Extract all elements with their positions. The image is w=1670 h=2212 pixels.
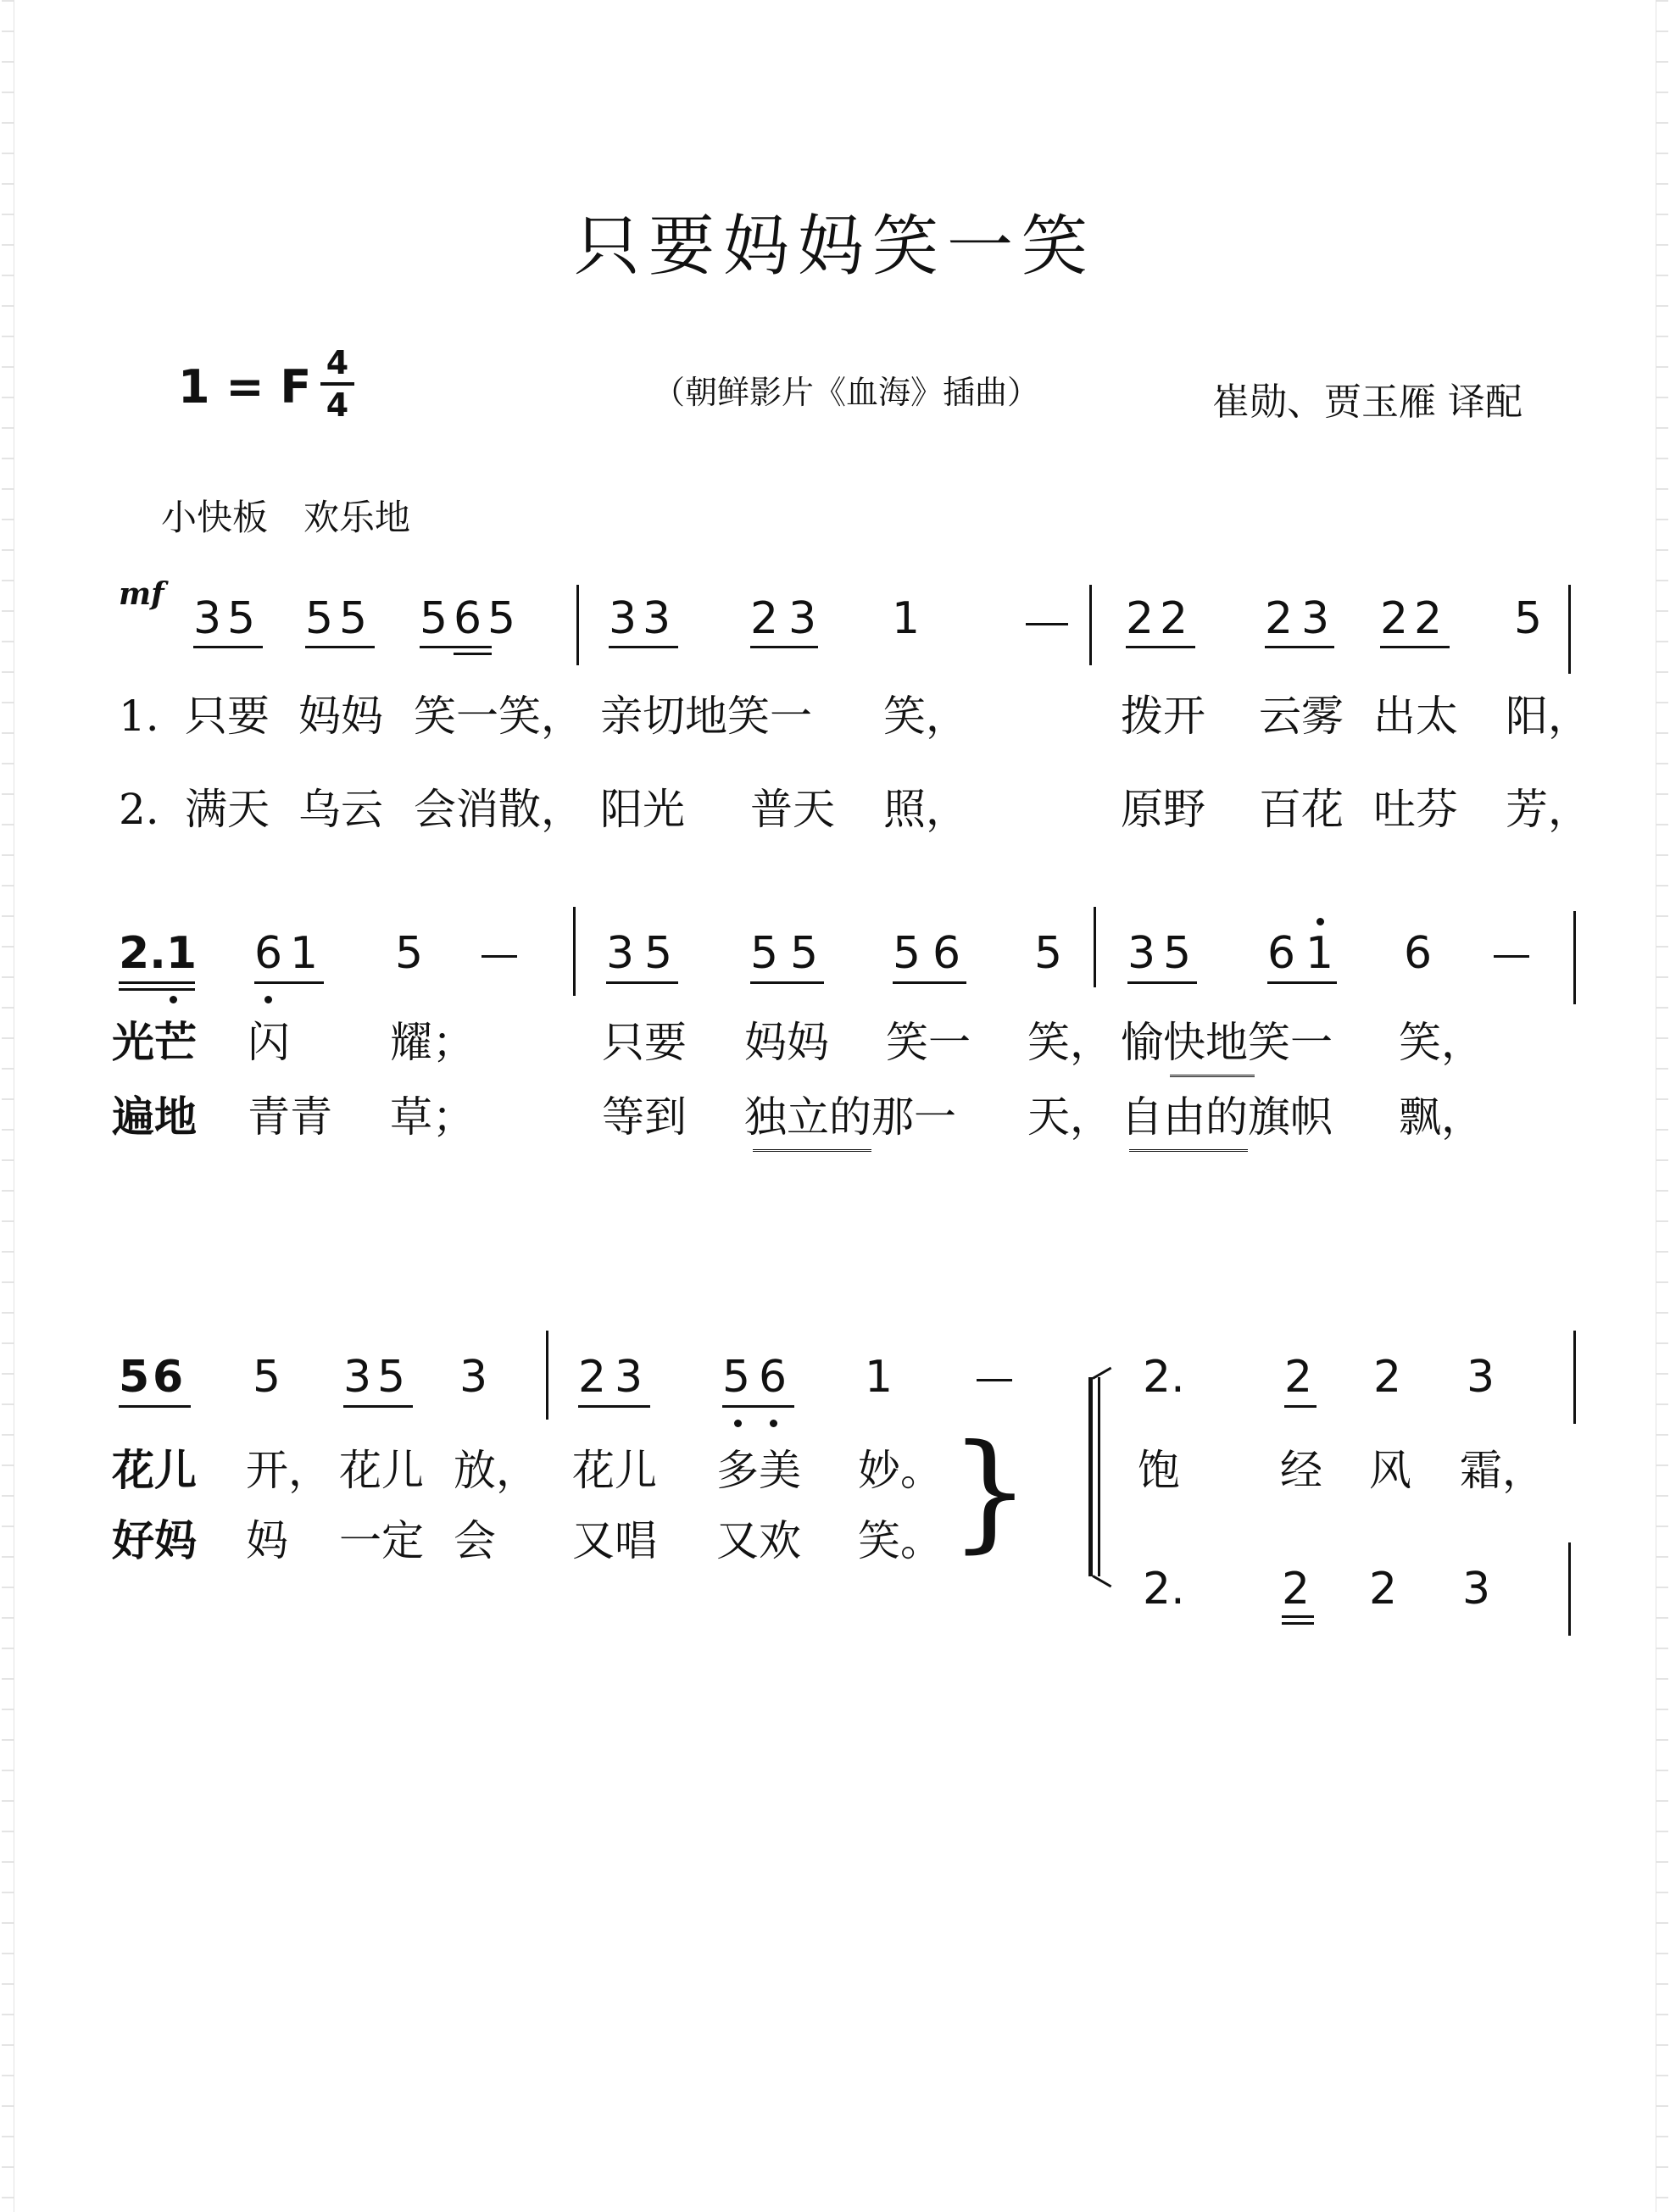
lyric: 自由的旗帜 (1121, 1092, 1333, 1142)
volta-hook (1092, 1367, 1111, 1380)
lyric: 芳， (1506, 785, 1590, 834)
note: 3 (343, 1352, 372, 1403)
time-signature (320, 346, 354, 422)
underline-beam (254, 981, 324, 984)
lyric: 只要 (185, 692, 270, 741)
underline-beam (193, 646, 263, 648)
note: 5 (722, 1352, 751, 1403)
lyric: 耀； (390, 1018, 475, 1067)
note: 3 (1467, 1352, 1495, 1403)
lyric: 花儿 (572, 1446, 657, 1495)
note: 5 (253, 1352, 281, 1403)
lyric: 笑。 (858, 1516, 943, 1565)
underline-beam (1284, 1405, 1317, 1408)
note: 2 (1414, 593, 1443, 644)
verse-number: 2. (119, 785, 159, 834)
note: 5 (750, 928, 779, 979)
note: 5 (893, 928, 921, 979)
tempo-marking: 小快板 欢乐地 (161, 497, 411, 538)
lyric: 好妈 (112, 1515, 197, 1565)
underline-beam (578, 1405, 650, 1408)
lyric: 会消散， (414, 785, 583, 834)
lyric: 又欢 (716, 1516, 801, 1565)
sustain-dash (1026, 623, 1068, 625)
note: 3 (615, 1352, 643, 1403)
note: 3 (609, 593, 637, 644)
note: 1 (290, 928, 319, 979)
note: 5 (395, 928, 424, 979)
barline (573, 907, 576, 996)
lyric: 照， (883, 785, 968, 834)
volta-bracket (1098, 1377, 1100, 1576)
lyric: 满天 (185, 785, 270, 834)
note: 6 (454, 593, 482, 644)
note: 5 (305, 593, 334, 644)
note: 5 (227, 593, 256, 644)
barline (1573, 911, 1576, 1004)
lyric: 经 (1280, 1446, 1322, 1495)
barline (1573, 1331, 1576, 1424)
lyric: 愉快地笑一 (1121, 1018, 1333, 1067)
note: 2 (1160, 593, 1188, 644)
note: 1 (1305, 928, 1334, 979)
underline-beam (609, 646, 678, 648)
lyric: 草； (390, 1092, 475, 1142)
lyric: 妈 (246, 1516, 288, 1565)
sustain-dash (1494, 955, 1529, 958)
underline-beam (893, 981, 966, 984)
lyric: 笑， (883, 692, 968, 741)
note: 3 (1301, 593, 1330, 644)
underline-beam (305, 646, 375, 648)
note: 6 (759, 1352, 788, 1403)
key-signature: 1 = F (178, 360, 312, 414)
note: 5 (339, 593, 368, 644)
barline (1568, 585, 1571, 674)
lyric: 天， (1027, 1092, 1112, 1142)
lyric: 青青 (248, 1092, 332, 1142)
left-page-edge (2, 0, 14, 2212)
note: 5 (790, 928, 819, 979)
time-denominator: 4 (326, 386, 349, 424)
lyric-brace: } (949, 1418, 1031, 1565)
barline (576, 585, 579, 665)
barline (546, 1331, 548, 1420)
lyric: 光芒 (112, 1017, 197, 1067)
volta-bracket (1088, 1377, 1093, 1576)
right-page-edge (1656, 0, 1668, 2212)
lyric: 云雾 (1259, 692, 1344, 741)
lyric: 普天 (750, 785, 835, 834)
underline-beam (119, 1405, 191, 1408)
note: 2 (578, 1352, 607, 1403)
lyric: 多美 (716, 1446, 801, 1495)
lyric: 放， (454, 1446, 538, 1495)
underline-beam (119, 988, 195, 991)
note: 5 (644, 928, 673, 979)
note: 6 (1267, 928, 1296, 979)
underline-beam (606, 981, 678, 984)
lyric: 出太 (1373, 692, 1458, 741)
lyric: 笑一笑， (414, 692, 583, 741)
lyric: 饱 (1138, 1446, 1180, 1495)
underline-beam (1127, 981, 1197, 984)
note: 5 (1034, 928, 1063, 979)
verse-number: 1. (119, 692, 159, 741)
underline-beam (343, 1405, 413, 1408)
time-numerator: 4 (326, 344, 349, 381)
underline-beam (750, 646, 818, 648)
barline (1089, 585, 1092, 665)
note: 3 (193, 593, 222, 644)
lyric: 霜， (1460, 1446, 1545, 1495)
song-title: 只要妈妈笑一笑 (573, 208, 1096, 285)
note: 3 (788, 593, 817, 644)
lyric: 阳光 (600, 785, 685, 834)
lyric: 花儿 (112, 1445, 197, 1495)
low-octave-dot (170, 996, 177, 1003)
sustain-dash (977, 1379, 1012, 1381)
lyric: 妈妈 (298, 692, 383, 741)
underline-beam (1282, 1615, 1314, 1618)
underline-beam (1265, 646, 1334, 648)
note: 3 (643, 593, 671, 644)
high-octave-dot (1317, 918, 1324, 925)
lyric: 笑， (1027, 1018, 1112, 1067)
note: 2 (1380, 593, 1409, 644)
slur-underline (1129, 1149, 1248, 1152)
note: 5 (420, 593, 448, 644)
lyric: 风 (1369, 1446, 1411, 1495)
lyric: 笑一 (886, 1018, 971, 1067)
note: 5 (1163, 928, 1192, 979)
note: 2 (1373, 1352, 1402, 1403)
lyric: 等到 (602, 1092, 687, 1142)
note: 5 (487, 593, 516, 644)
lyric: 妈妈 (744, 1018, 829, 1067)
lyric: 拨开 (1121, 692, 1205, 741)
note: 6 (1404, 928, 1433, 979)
lyric: 笑， (1399, 1018, 1484, 1067)
lyric: 花儿 (339, 1446, 424, 1495)
lyric: 只要 (602, 1018, 687, 1067)
note: 1 (892, 593, 921, 644)
underline-beam (750, 981, 824, 984)
note: 6 (254, 928, 283, 979)
note: 2 (1282, 1564, 1311, 1615)
underline-beam (454, 653, 492, 655)
low-octave-dot (770, 1420, 777, 1427)
underline-beam (1126, 646, 1195, 648)
lyric: 会 (454, 1516, 496, 1565)
lyric: 闪 (248, 1018, 290, 1067)
slur-underline (753, 1149, 871, 1152)
note: 5 (119, 1352, 150, 1403)
underline-beam (1380, 646, 1450, 648)
subtitle: （朝鲜影片《血海》插曲） (653, 374, 1040, 411)
note: 6 (153, 1352, 184, 1403)
note: 2.1 (119, 928, 198, 979)
note: 2 (750, 593, 779, 644)
note: 3 (1127, 928, 1156, 979)
lyric: 独立的那一 (744, 1092, 956, 1142)
lyric: 吐芬 (1373, 785, 1458, 834)
underline-beam (1267, 981, 1337, 984)
note: 6 (932, 928, 961, 979)
lyric: 飘， (1399, 1092, 1484, 1142)
lyric: 百花 (1259, 785, 1344, 834)
note: 3 (459, 1352, 488, 1403)
volta-hook (1092, 1575, 1111, 1587)
lyric: 原野 (1121, 785, 1205, 834)
note: 2 (1284, 1352, 1313, 1403)
credit: 崔勋、贾玉雁 译配 (1212, 381, 1522, 424)
note: 5 (1514, 593, 1543, 644)
dynamic-marking: mf (119, 576, 164, 612)
lyric: 阳， (1506, 692, 1590, 741)
lyric: 遍地 (112, 1092, 197, 1142)
underline-beam (119, 981, 195, 984)
note: 2 (1369, 1564, 1398, 1615)
note: 2. (1143, 1564, 1185, 1615)
time-fraction-bar (320, 382, 354, 386)
note: 2. (1143, 1352, 1185, 1403)
sustain-dash (482, 955, 517, 958)
low-octave-dot (734, 1420, 742, 1427)
underline-beam (420, 646, 492, 648)
lyric: 乌云 (298, 785, 383, 834)
note: 2 (1126, 593, 1155, 644)
lyric: 妙。 (858, 1446, 943, 1495)
lyric: 一定 (339, 1516, 424, 1565)
note: 2 (1265, 593, 1294, 644)
barline (1094, 907, 1096, 987)
note: 5 (377, 1352, 406, 1403)
note: 1 (865, 1352, 893, 1403)
barline (1568, 1542, 1571, 1636)
note: 3 (606, 928, 635, 979)
lyric: 开， (246, 1446, 331, 1495)
underline-beam (1282, 1622, 1314, 1625)
underline-beam (722, 1405, 794, 1408)
note: 3 (1462, 1564, 1491, 1615)
lyric: 亲切地笑一 (600, 692, 812, 741)
lyric: 又唱 (572, 1516, 657, 1565)
slur-underline (1170, 1075, 1255, 1077)
low-octave-dot (264, 996, 272, 1003)
